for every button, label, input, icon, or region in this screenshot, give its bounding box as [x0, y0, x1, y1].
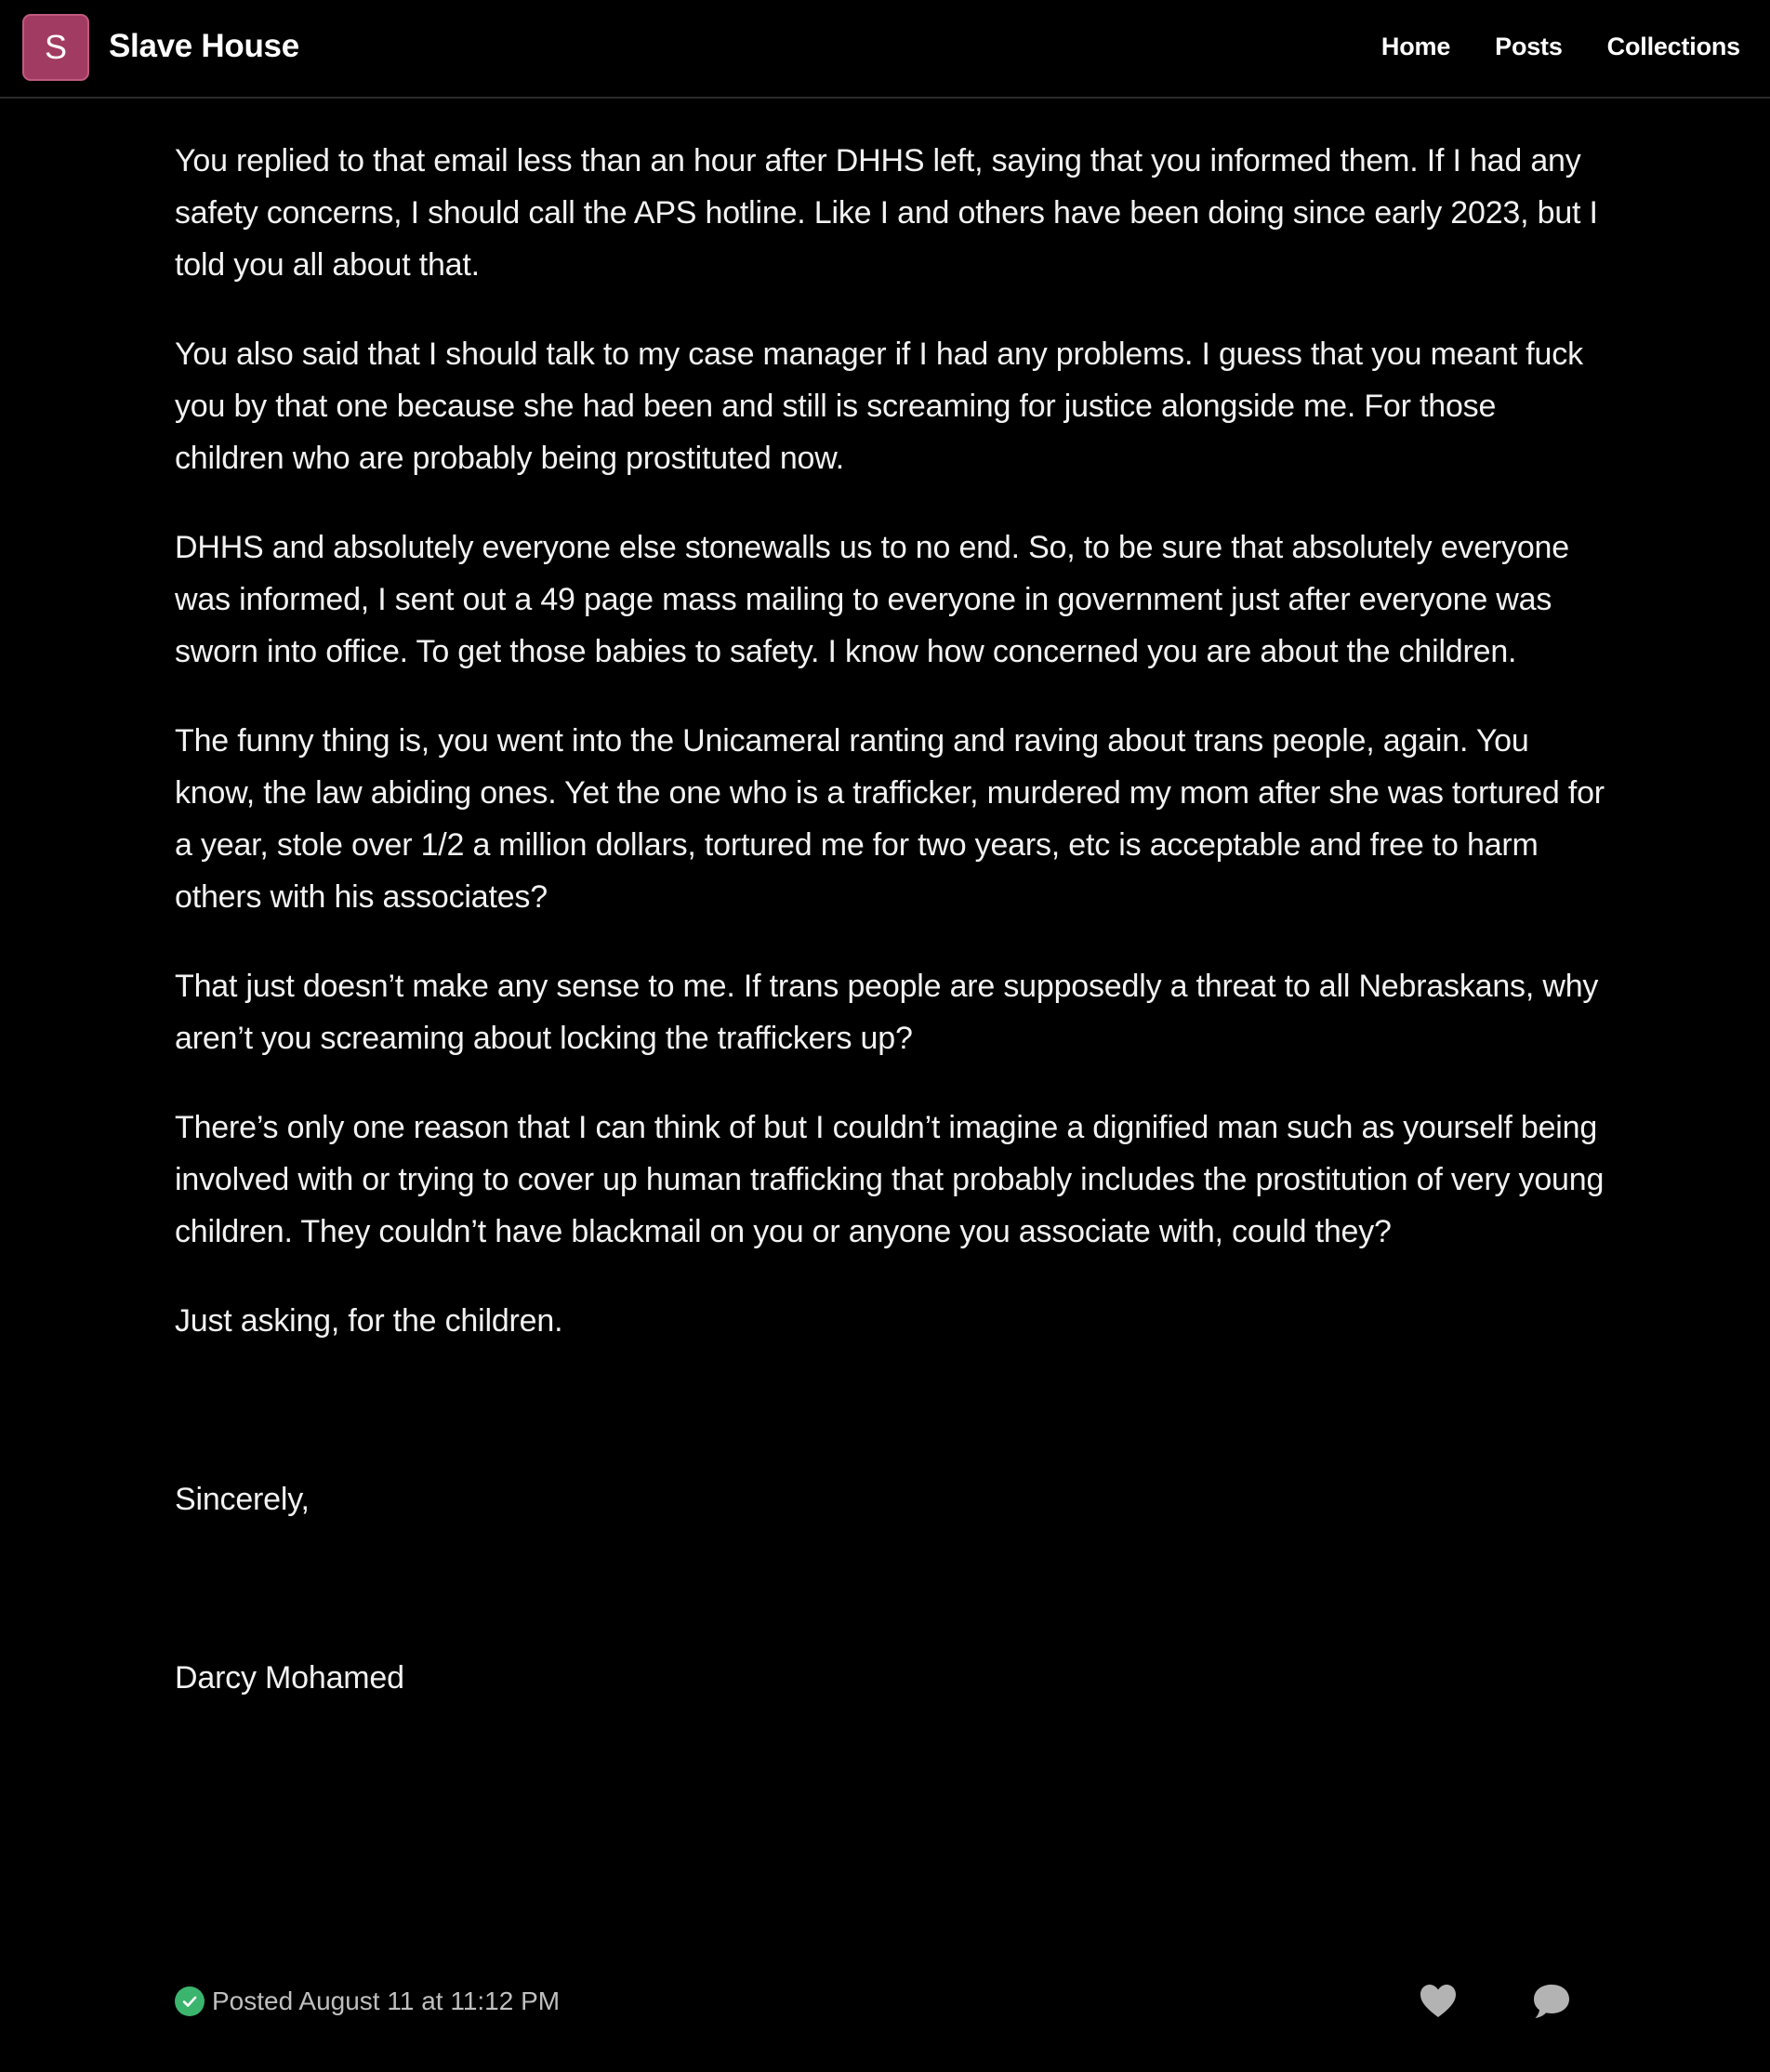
post-paragraph-3: DHHS and absolutely everyone else stonewalls us to no end. So, to be sure that absolutely everyone was informed, I sent out a 49 page mass mailing to everyone in government just after everyone was sworn into office. To get those babies to safety. I know how concerned you are about the children.: [175, 530, 1569, 669]
post-paragraph-2: You also said that I should talk to my case manager if I had any problems. I guess that you meant fuck you by that one because she had been and still is screaming for justice alongside me. For those children who are probably being prostituted now.: [175, 337, 1583, 476]
site-header: [0, 0, 1770, 99]
post-body: [175, 135, 1606, 1704]
post-paragraph-4: The funny thing is, you went into the Unicameral ranting and raving about trans people, again. You know, the law abiding ones. Yet the one who is a trafficker, murdered my mom after she was tortured for a year, stole over 1/2 a million dollars, tortured me for two years, etc is acceptable and free to harm others with his associates?: [175, 723, 1605, 915]
site-title[interactable]: Slave House: [109, 28, 299, 64]
post-meta: [175, 1983, 560, 2020]
post-signoff: Sincerely,: [175, 1482, 310, 1517]
post-signature: Darcy Mohamed: [175, 1660, 404, 1696]
comment-bubble-icon[interactable]: [1531, 1981, 1572, 2022]
nav-collections-link[interactable]: Collections: [1606, 33, 1740, 60]
post-paragraph-5: That just doesn’t make any sense to me. If trans people are supposedly a threat to all Nebraskans, why aren’t you screaming about locking the traffickers up?: [175, 969, 1599, 1056]
check-circle-icon: [175, 1986, 205, 2016]
post-paragraph-6: There’s only one reason that I can think of but I couldn’t imagine a dignified man such as yourself being involved with or trying to cover up human trafficking that probably includes the prostitution of very young children. They couldn’t have blackmail on you or anyone you associate with, could they?: [175, 1110, 1605, 1249]
site-logo[interactable]: [22, 14, 89, 81]
main-nav: [1337, 28, 1740, 65]
post-paragraph-7: Just asking, for the children.: [175, 1303, 563, 1339]
post-footer: [175, 1981, 1569, 2022]
post-paragraph-1: You replied to that email less than an hour after DHHS left, saying that you informed them. If I had any safety concerns, I should call the APS hotline. Like I and others have been doing since early 2023, but I told you all about that.: [175, 143, 1598, 283]
logo-letter: S: [44, 28, 67, 66]
heart-icon[interactable]: [1418, 1981, 1459, 2022]
nav-posts-link[interactable]: Posts: [1495, 33, 1563, 60]
posted-timestamp: Posted August 11 at 11:12 PM: [212, 1986, 561, 2015]
nav-home-link[interactable]: Home: [1380, 33, 1451, 60]
